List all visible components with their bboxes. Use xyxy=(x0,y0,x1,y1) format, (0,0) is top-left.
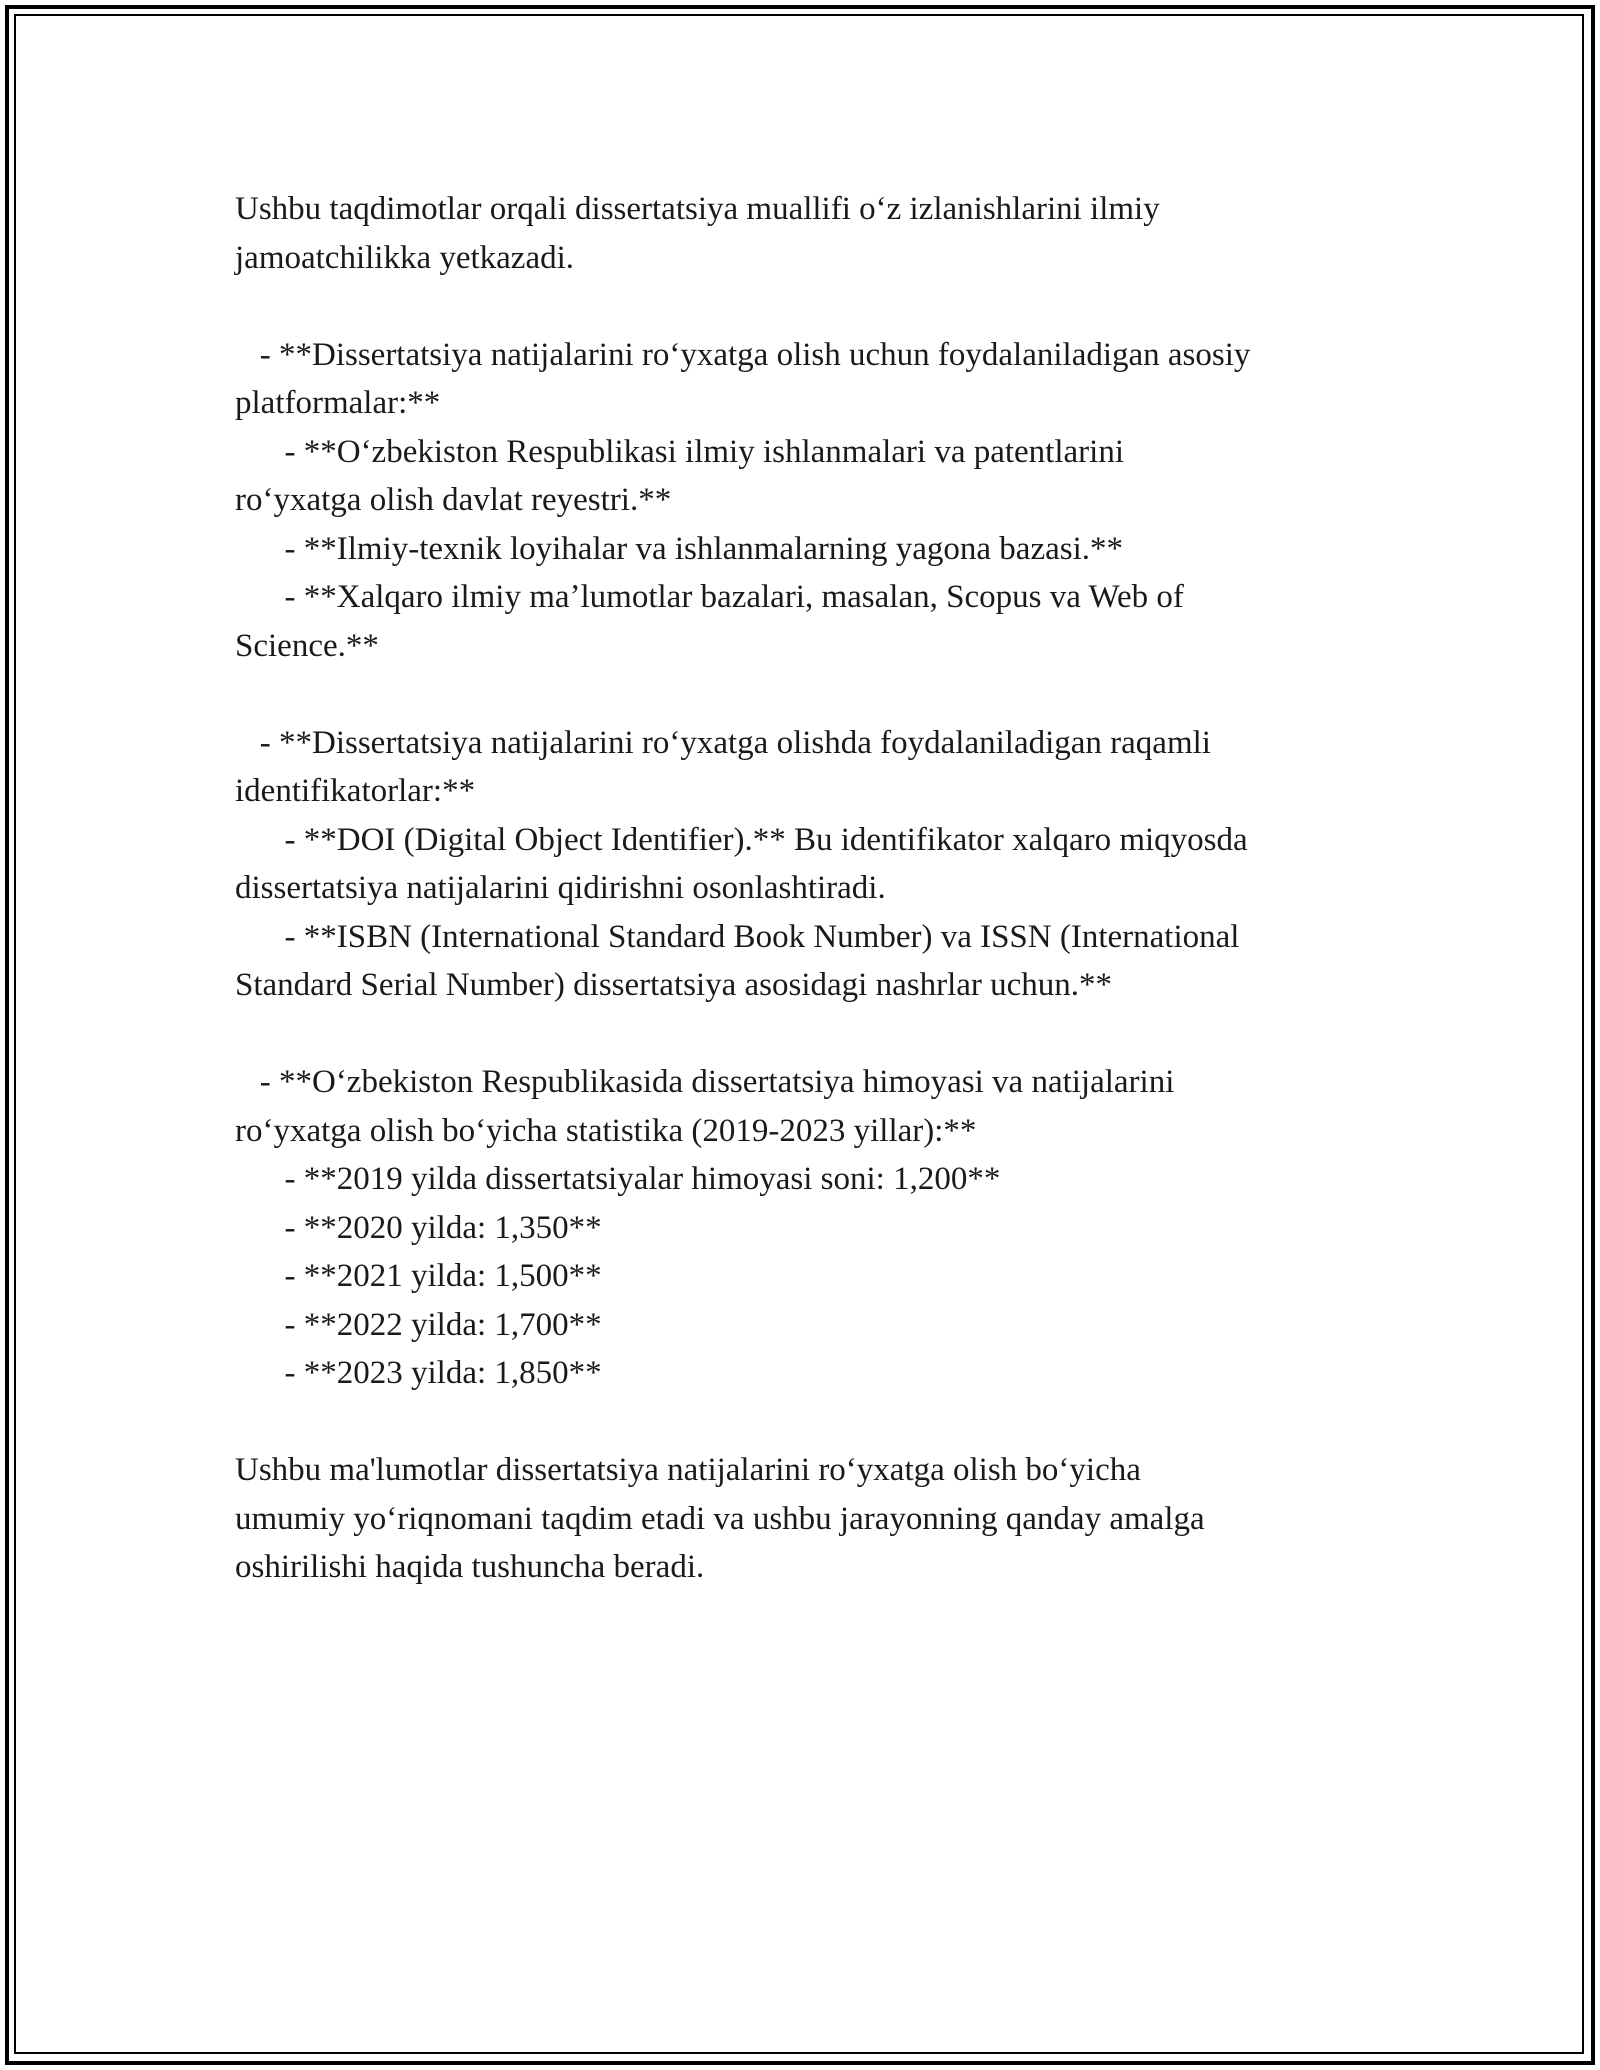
text-line: roʻyxatga olish davlat reyestri.** xyxy=(235,482,672,518)
section-heading: roʻyxatga olish boʻyicha statistika (2019-2023 yillar):** xyxy=(235,1112,977,1149)
section-heading: platformalar:** xyxy=(235,385,441,421)
text-line: - **DOI (Digital Object Identifier).** Bu identifikator xalqaro miqyosda xyxy=(235,821,1248,858)
text-line: - **Ilmiy-texnik loyihalar va ishlanmalarning yagona bazasi.** xyxy=(235,530,1124,567)
platforms-section xyxy=(235,331,1395,671)
spacer xyxy=(235,282,1395,331)
spacer xyxy=(235,1398,1395,1447)
identifiers-section xyxy=(235,719,1395,1010)
section-heading: identifikatorlar:** xyxy=(235,773,476,809)
text-line: - **ISBN (International Standard Book Number) va ISSN (International xyxy=(235,918,1240,955)
list-item xyxy=(235,428,1395,525)
spacer xyxy=(235,670,1395,719)
text-line: umumiy yoʻriqnomani taqdim etadi va ushbu jarayonning qanday amalga xyxy=(235,1500,1205,1537)
section-heading: - **Dissertatsiya natijalarini roʻyxatga olish uchun foydalaniladigan asosiy xyxy=(235,336,1251,373)
list-item xyxy=(235,913,1395,1010)
list-item xyxy=(235,525,1395,574)
text-line: dissertatsiya natijalarini qidirishni osonlashtiradi. xyxy=(235,870,886,906)
text-line: Standard Serial Number) dissertatsiya asosidagi nashrlar uchun.** xyxy=(235,967,1113,1003)
conclusion-paragraph xyxy=(235,1446,1395,1592)
list-item: - **2023 yilda: 1,850** xyxy=(235,1355,602,1391)
text-line: oshirilishi haqida tushuncha beradi. xyxy=(235,1549,705,1585)
section-heading: - **Oʻzbekiston Respublikasida dissertatsiya himoyasi va natijalarini xyxy=(235,1064,1175,1100)
list-item: - **2021 yilda: 1,500** xyxy=(235,1258,602,1294)
text-line: Ushbu taqdimotlar orqali dissertatsiya muallifi oʻz izlanishlarini ilmiy xyxy=(235,191,1160,227)
list-item xyxy=(235,816,1395,913)
document-body xyxy=(235,185,1395,1592)
section-heading: - **Dissertatsiya natijalarini roʻyxatga olishda foydalaniladigan raqamli xyxy=(235,724,1211,761)
list-item xyxy=(235,573,1395,670)
text-line: jamoatchilikka yetkazadi. xyxy=(235,239,575,276)
list-item: - **2019 yilda dissertatsiyalar himoyasi soni: 1,200** xyxy=(235,1161,1001,1197)
list-item: - **2022 yilda: 1,700** xyxy=(235,1306,602,1343)
text-line: - **Oʻzbekiston Respublikasi ilmiy ishlanmalari va patentlarini xyxy=(235,433,1124,470)
statistics-section xyxy=(235,1058,1395,1398)
text-line: - **Xalqaro ilmiy maʼlumotlar bazalari, masalan, Scopus va Web of xyxy=(235,579,1184,615)
text-line: Science.** xyxy=(235,627,379,664)
list-item: - **2020 yilda: 1,350** xyxy=(235,1209,602,1246)
spacer xyxy=(235,1010,1395,1059)
text-line: Ushbu ma'lumotlar dissertatsiya natijalarini roʻyxatga olish boʻyicha xyxy=(235,1452,1141,1488)
intro-paragraph xyxy=(235,185,1395,282)
